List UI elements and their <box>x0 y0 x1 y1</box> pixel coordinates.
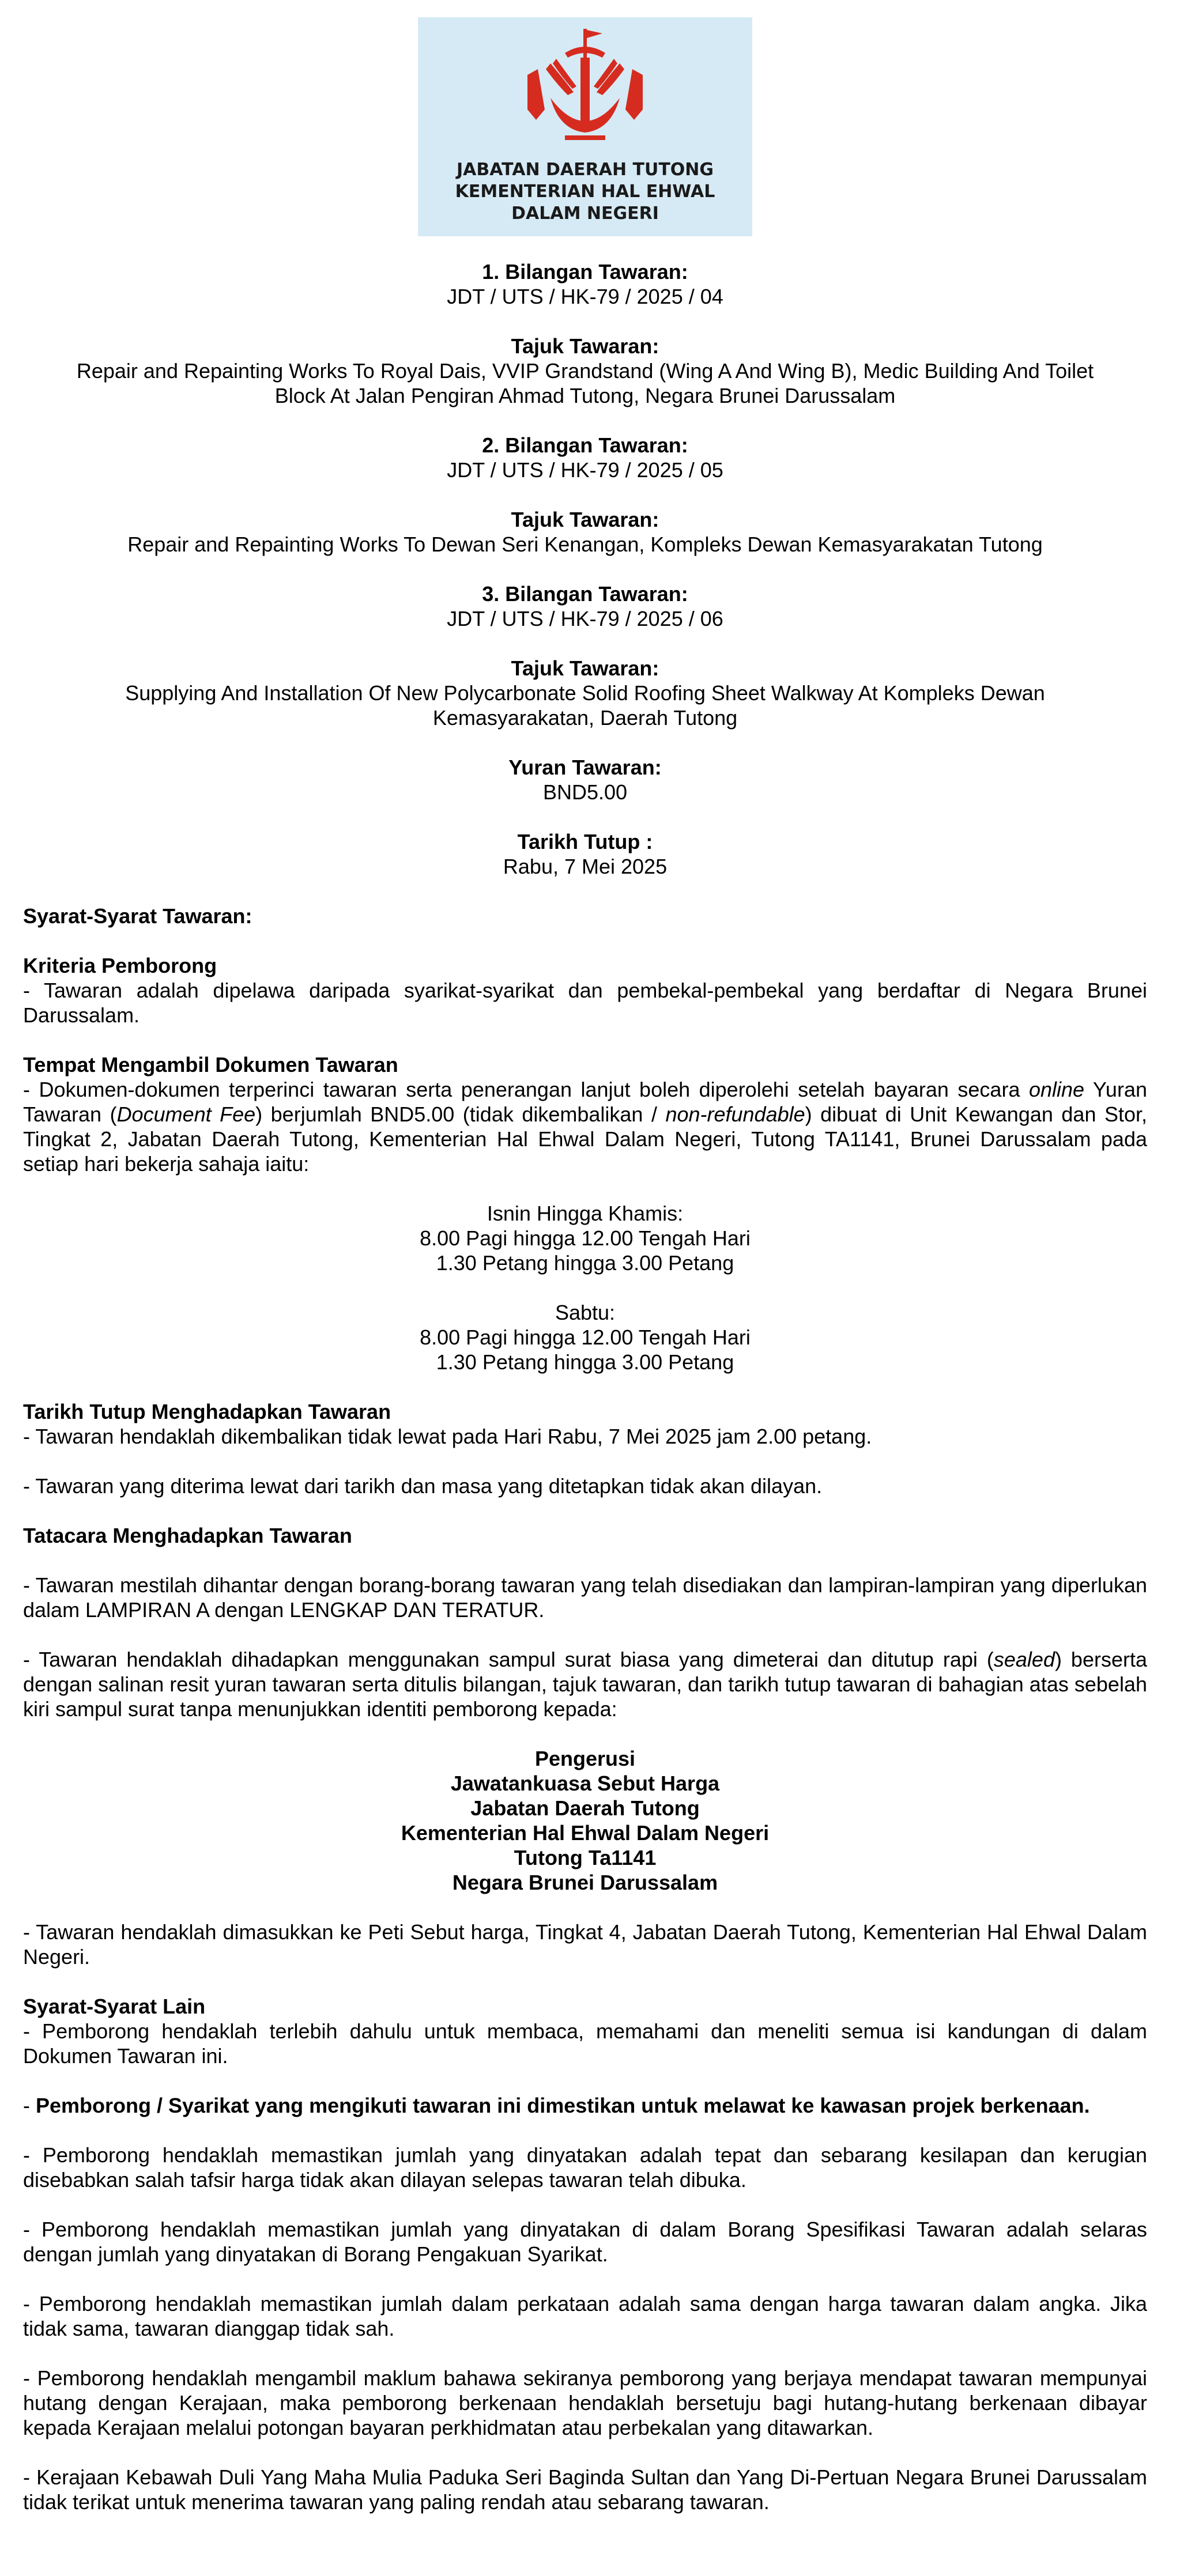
hours-line: 1.30 Petang hingga 3.00 Petang <box>436 1251 734 1275</box>
tender-title-label: Tajuk Tawaran: <box>511 656 659 680</box>
closing-label: Tarikh Tutup : <box>517 830 653 853</box>
hours-line: 8.00 Pagi hingga 12.00 Tengah Hari <box>420 1325 751 1349</box>
paragraph: - Tawaran hendaklah dihadapkan menggunakan sampul surat biasa yang dimeterai dan ditutup rapi (sealed) berserta dengan salinan resit yuran tawaran serta ditulis bilangan, tajuk tawaran, dan tarikh tutup tawaran di bahagian atas sebelah kiri sampul surat tanpa menunjukkan identiti pemborong kepada: <box>23 1648 1147 1721</box>
department-logo <box>418 17 752 236</box>
paragraph: - Dokumen-dokumen terperinci tawaran serta penerangan lanjut boleh diperolehi setelah bayaran secara online Yuran Tawaran (Document Fee) berjumlah BND5.00 (tidak dikembalikan / non-refundable) dibuat di Unit Kewangan dan Stor, Tingkat 2, Jabatan Daerah Tutong, Kementerian Hal Ehwal Dalam Negeri, Tutong TA1141, Brunei Darussalam pada setiap hari bekerja sahaja iaitu: <box>23 1078 1147 1176</box>
paragraph: - Pemborong hendaklah memastikan jumlah dalam perkataan adalah sama dengan harga tawaran dalam angka. Jika tidak sama, tawaran dianggap tidak sah. <box>23 2292 1147 2340</box>
tender-number-value: JDT / UTS / HK-79 / 2025 / 05 <box>447 458 723 482</box>
tender-1 <box>23 259 1147 408</box>
address-line: Jawatankuasa Sebut Harga <box>450 1772 720 1795</box>
tender-3 <box>23 581 1147 730</box>
address-line: Tutong Ta1141 <box>514 1846 657 1869</box>
document-body <box>23 259 1147 2514</box>
hours-label: Isnin Hingga Khamis: <box>487 1202 684 1225</box>
tender-number-label: 3. Bilangan Tawaran: <box>482 582 688 606</box>
office-hours-weekday <box>23 1201 1147 1275</box>
paragraph: - Tawaran mestilah dihantar dengan borang-borang tawaran yang telah disediakan dan lampiran-lampiran yang diperlukan dalam LAMPIRAN A dengan LENGKAP DAN TERATUR. <box>23 1573 1147 1622</box>
closing-date <box>23 829 1147 879</box>
section-heading: Tempat Mengambil Dokumen Tawaran <box>23 1053 398 1077</box>
section-heading: Kriteria Pemborong <box>23 954 217 977</box>
tender-number-label: 2. Bilangan Tawaran: <box>482 433 688 457</box>
paragraph: - Tawaran hendaklah dikembalikan tidak lewat pada Hari Rabu, 7 Mei 2025 jam 2.00 petang. <box>23 1425 872 1448</box>
paragraph: - Tawaran hendaklah dimasukkan ke Peti Sebut harga, Tingkat 4, Jabatan Daerah Tutong, Kementerian Hal Ehwal Dalam Negeri. <box>23 1920 1147 1969</box>
tender-number-label: 1. Bilangan Tawaran: <box>482 260 688 284</box>
paragraph: - Tawaran yang diterima lewat dari tarikh dan masa yang ditetapkan tidak akan dilayan. <box>23 1474 823 1498</box>
tender-title: Block At Jalan Pengiran Ahmad Tutong, Negara Brunei Darussalam <box>274 384 896 407</box>
hours-line: 8.00 Pagi hingga 12.00 Tengah Hari <box>420 1226 751 1250</box>
tender-2 <box>23 433 1147 557</box>
tender-title: Repair and Repainting Works To Dewan Seri Kenangan, Kompleks Dewan Kemasyarakatan Tutong <box>127 532 1043 556</box>
brunei-crest-icon <box>510 23 660 156</box>
tender-title-label: Tajuk Tawaran: <box>511 334 659 358</box>
section-heading: Syarat-Syarat Lain <box>23 1995 206 2018</box>
tender-fee <box>23 755 1147 804</box>
paragraph: - Pemborong hendaklah mengambil maklum bahawa sekiranya pemborong yang berjaya mendapat tawaran mempunyai hutang dengan Kerajaan, maka pemborong berkenaan hendaklah bersetuju bagi hutang-hutang berkenaan dibayar kepada Kerajaan melalui potongan bayaran perkhidmatan atau perbekalan yang ditawarkan. <box>23 2366 1147 2439</box>
paragraph: - Tawaran adalah dipelawa daripada syarikat-syarikat dan pembekal-pembekal yang berdaftar di Negara Brunei Darussalam. <box>23 979 1147 1027</box>
closing-value: Rabu, 7 Mei 2025 <box>503 855 668 878</box>
tender-title: Repair and Repainting Works To Royal Dais, VVIP Grandstand (Wing A And Wing B), Medic Building And Toilet <box>76 359 1094 383</box>
tender-title: Supplying And Installation Of New Polycarbonate Solid Roofing Sheet Walkway At Kompleks Dewan <box>125 681 1045 705</box>
conditions-heading: Syarat-Syarat Tawaran: <box>23 904 252 928</box>
tender-title-label: Tajuk Tawaran: <box>511 508 659 531</box>
hours-label: Sabtu: <box>555 1301 616 1324</box>
section-heading: Tatacara Menghadapkan Tawaran <box>23 1524 352 1547</box>
tender-number-value: JDT / UTS / HK-79 / 2025 / 06 <box>447 607 723 630</box>
logo-line: JABATAN DAERAH TUTONG <box>456 160 714 180</box>
paragraph: - Pemborong hendaklah memastikan jumlah yang dinyatakan adalah tepat dan sebarang kesilapan dan kerugian disebabkan salah tafsir harga tidak akan dilayan selepas tawaran telah dibuka. <box>23 2143 1147 2192</box>
submission-address <box>23 1746 1147 1895</box>
address-line: Kementerian Hal Ehwal Dalam Negeri <box>401 1821 770 1845</box>
paragraph: - Pemborong / Syarikat yang mengikuti tawaran ini dimestikan untuk melawat ke kawasan projek berkenaan. <box>23 2094 1090 2117</box>
section-heading: Tarikh Tutup Menghadapkan Tawaran <box>23 1400 391 1423</box>
hours-line: 1.30 Petang hingga 3.00 Petang <box>436 1350 734 1374</box>
fee-label: Yuran Tawaran: <box>508 756 662 779</box>
paragraph: - Kerajaan Kebawah Duli Yang Maha Mulia Paduka Seri Baginda Sultan dan Yang Di-Pertuan Negara Brunei Darussalam tidak terikat untuk menerima tawaran yang paling rendah atau sebarang tawaran. <box>23 2465 1147 2514</box>
address-line: Pengerusi <box>534 1747 636 1770</box>
fee-value: BND5.00 <box>542 780 628 804</box>
address-line: Jabatan Daerah Tutong <box>470 1796 700 1820</box>
paragraph: - Pemborong hendaklah terlebih dahulu untuk membaca, memahami dan meneliti semua isi kandungan di dalam Dokumen Tawaran ini. <box>23 2019 1147 2068</box>
logo-line: KEMENTERIAN HAL EHWAL <box>455 182 715 202</box>
tender-title: Kemasyarakatan, Daerah Tutong <box>432 706 738 730</box>
tender-number-value: JDT / UTS / HK-79 / 2025 / 04 <box>447 285 723 308</box>
paragraph: - Pemborong hendaklah memastikan jumlah yang dinyatakan di dalam Borang Spesifikasi Tawaran adalah selaras dengan jumlah yang dinyatakan di Borang Pengakuan Syarikat. <box>23 2218 1147 2266</box>
logo-line: DALAM NEGERI <box>511 203 659 224</box>
office-hours-saturday <box>23 1300 1147 1374</box>
address-line: Negara Brunei Darussalam <box>452 1871 718 1894</box>
